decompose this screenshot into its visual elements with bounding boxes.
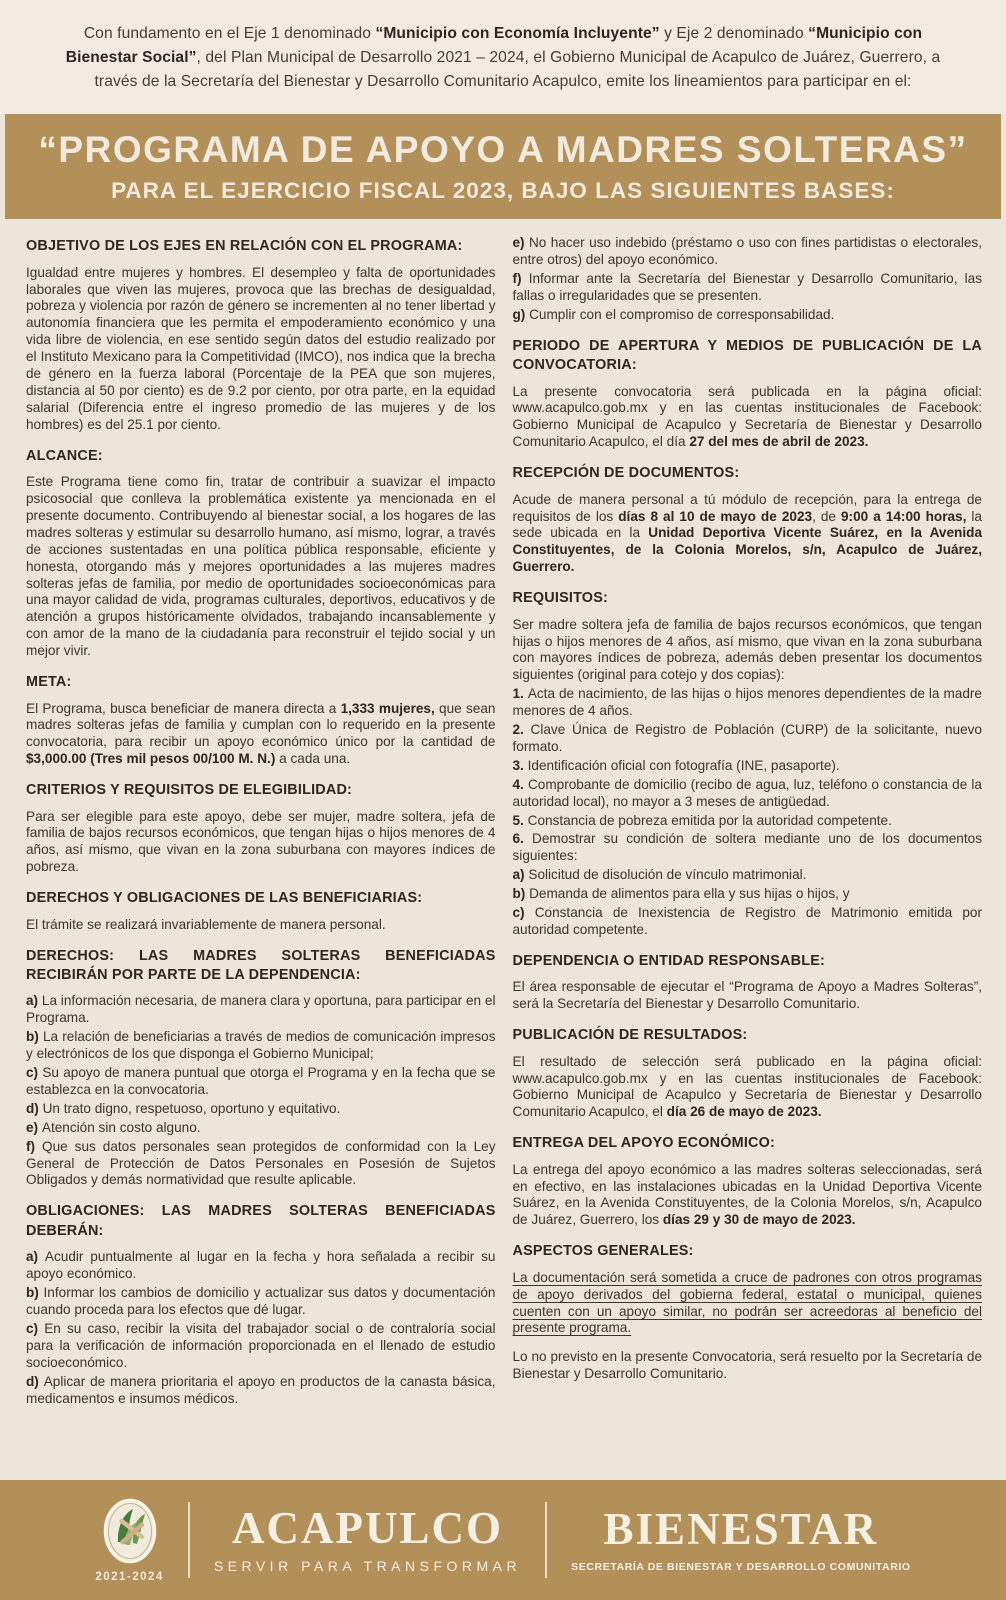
paragraph: El trámite se realizará invariablemente de manera personal. — [26, 916, 386, 932]
paragraph: d) Un trato digno, respetuoso, oportuno y equitativo. — [26, 1100, 341, 1116]
paragraph: Lo no previsto en la presente Convocatoria, será resuelto por la Secretaría de Bienestar y Desarrollo Comunitario. — [512, 1349, 982, 1382]
acapulco-tagline: SERVIR PARA TRANSFORMAR — [213, 1558, 522, 1574]
paragraph: b) La relación de beneficiarias a través de medios de comunicación impresos y electrónicos de los que disponga el Gobierno Municipal; — [26, 1029, 496, 1062]
section — [513, 1026, 983, 1121]
paragraph: b) Demanda de alimentos para ella y sus hijas o hijos, y — [512, 886, 850, 902]
paragraph: a) La información necesaria, de manera clara y oportuna, para participar en el Programa. — [26, 993, 496, 1026]
bienestar-title: BIENESTAR — [603, 1504, 879, 1554]
section — [26, 1202, 496, 1407]
section-heading: ENTREGA DEL APOYO ECONÓMICO: — [512, 1135, 776, 1152]
left-column — [26, 235, 496, 1470]
paragraph: 4. Comprobante de domicilio (recibo de agua, luz, teléfono o constancia de la autoridad local), no mayor a 3 meses de antigüedad. — [512, 776, 982, 809]
section — [513, 952, 983, 1013]
section-heading: DEPENDENCIA O ENTIDAD RESPONSABLE: — [512, 952, 825, 969]
paragraph: Ser madre soltera jefa de familia de bajos recursos económicos, que tengan hijas o hijos menores de 4 años, así mismo, que vivan en la zona suburbana con mayores índices de pobreza, además deben presentar los documentos siguientes (original para cotejo y dos copias): — [512, 616, 982, 683]
paragraph: 2. Clave Única de Registro de Población (CURP) de la solicitante, nuevo formato. — [512, 722, 982, 754]
section-heading: DERECHOS Y OBLIGACIONES DE LAS BENEFICIARIAS: — [26, 890, 423, 907]
footer-divider — [545, 1502, 547, 1578]
section-heading: ASPECTOS GENERALES: — [512, 1243, 694, 1260]
section-heading: PUBLICACIÓN DE RESULTADOS: — [512, 1027, 748, 1044]
paragraph: e) No hacer uso indebido (préstamo o uso con fines partidistas o electorales, entre otros) del apoyo económico. — [512, 235, 982, 268]
paragraph: d) Aplicar de manera prioritaria el apoyo en productos de la canasta básica, medicamentos e insumos médicos. — [26, 1373, 496, 1406]
paragraph: 3. Identificación oficial con fotografía (INE, pasaporte). — [512, 757, 840, 773]
acapulco-wordmark — [213, 1503, 522, 1574]
acapulco-title: ACAPULCO — [231, 1503, 503, 1553]
section — [26, 781, 496, 876]
section — [26, 447, 496, 660]
section-heading: DERECHOS: LAS MADRES SOLTERAS BENEFICIADAS RECIBIRÁN POR PARTE DE LA DEPENDENCIA: — [26, 947, 496, 983]
bienestar-subtitle: SECRETARÍA DE BIENESTAR Y DESARROLLO COMUNITARIO — [571, 1561, 911, 1573]
intro-text: Con fundamento en el Eje 1 denominado “Municipio con Economía Incluyente” y Eje 2 denominado “Municipio con Bienestar Social”, del Plan Municipal de Desarrollo 2021 – 2024, el Gobierno Municipal de Acapulco de Juárez, Guerrero, a través de la Secretaría del Bienestar y Desarrollo Comunitario Acapulco, emite los lineamientos para participar en el: — [0, 0, 1006, 114]
section-heading: OBLIGACIONES: LAS MADRES SOLTERAS BENEFICIADAS DEBERÁN: — [26, 1203, 496, 1239]
paragraph: g) Cumplir con el compromiso de corresponsabilidad. — [512, 306, 835, 322]
section — [26, 237, 496, 434]
body-columns — [0, 219, 1006, 1480]
section — [26, 673, 496, 768]
program-subtitle: PARA EL EJERCICIO FISCAL 2023, BAJO LAS SIGUIENTES BASES: — [111, 178, 895, 204]
section — [26, 947, 496, 1190]
section — [26, 889, 496, 933]
section-heading: REQUISITOS: — [512, 590, 608, 607]
section — [513, 337, 983, 452]
section-heading: PERIODO DE APERTURA Y MEDIOS DE PUBLICACIÓN DE LA CONVOCATORIA: — [512, 337, 982, 374]
section — [513, 235, 983, 324]
paragraph: 6. Demostrar su condición de soltera mediante uno de los documentos siguientes: — [512, 831, 982, 864]
right-column — [513, 235, 983, 1470]
section-heading: OBJETIVO DE LOS EJES EN RELACIÓN CON EL PROGRAMA: — [26, 238, 463, 255]
paragraph: c) En su caso, recibir la visita del trabajador social o de contraloría social para la verificación de información proporcionada en el llenado de estudio socioeconómico. — [26, 1320, 496, 1370]
paragraph: b) Informar los cambios de domicilio y actualizar sus datos y documentación cuando proceda para los efectos que dé lugar. — [26, 1285, 496, 1317]
paragraph: La documentación será sometida a cruce de padrones con otros programas de apoyo derivados del gobierna federal, estatal o municipal, quienes cuenten con un apoyo similar, no podrán ser acreedoras al beneficio del presente programa. — [512, 1269, 982, 1336]
paragraph: Para ser elegible para este apoyo, debe ser mujer, madre soltera, jefa de familia de bajos recursos económicos, que tengan hijas o hijos menores de 4 años, así mismo, que vivan en la zona suburbana con mayores índices de pobreza. — [26, 808, 496, 875]
paragraph: Este Programa tiene como fin, tratar de contribuir a suavizar el impacto psicosocial que conlleva la problemática existente ya mencionada en el presente documento. Contribuyendo al bienestar social, a los hogares de las madres solteras y estimular su desarrollo humano, así mismo, lograr, a través de acciones sustentadas en una política pública responsable, eficiente y honesta, otorgando más y mejores oportunidades a las mujeres madres solteras jefas de familia, por medio de oportunidades socioeconómicas para una mayor calidad de vida, programas culturales, deportivos, educativos y de atención a grupos históricamente olvidados, trabajando incansablemente y con amor de la mano de la ciudadanía para reconstruir el tejido social y un mejor vivir. — [26, 474, 496, 659]
section — [513, 1242, 983, 1383]
seal-years: 2021-2024 — [95, 1570, 164, 1583]
municipal-seal — [95, 1498, 164, 1583]
section — [513, 464, 983, 576]
title-banner — [5, 114, 1001, 219]
section — [513, 1134, 983, 1229]
footer-divider — [188, 1502, 190, 1578]
paragraph: La presente convocatoria será publicada en la página oficial: www.acapulco.gob.mx y en las cuentas institucionales de Facebook: Gobierno Municipal de Acapulco y Secretaría de Bienestar y Desarrollo Comunitario Acapulco, el día 27 del mes de abril de 2023. — [512, 383, 982, 450]
footer-band — [0, 1480, 1006, 1600]
paragraph: f) Que sus datos personales sean protegidos de conformidad con la Ley General de Protección de Datos Personales en Posesión de Sujetos Obligados y demás normatividad que resulte aplicable. — [26, 1138, 496, 1188]
section-heading: ALCANCE: — [26, 447, 103, 464]
paragraph: c) Constancia de Inexistencia de Registro de Matrimonio emitida por autoridad competente. — [512, 905, 982, 937]
section — [513, 589, 983, 939]
paragraph: a) Solicitud de disolución de vínculo matrimonial. — [512, 867, 807, 883]
paragraph: El resultado de selección será publicado en la página oficial: www.acapulco.gob.mx y en las cuentas institucionales de Facebook: Gobierno Municipal de Acapulco y Secretaría de Bienestar y Desarrollo Comunitario Acapulco, el día 26 de mayo de 2023. — [512, 1053, 982, 1120]
paragraph: Igualdad entre mujeres y hombres. El desempleo y falta de oportunidades laborales que viven las mujeres, provoca que las brechas de desigualdad, pobreza y violencia por razón de género se incrementen al no tener libertad y autonomía financiera que les permita el empoderamiento económico y una vida libre de violencia, en ese sentido según datos del estudio realizado por el Instituto Mexicano para la Competitividad (IMCO), nos indica que la brecha de género en la fuerza laboral (Porcentaje de la PEA que son mujeres, distancia al 50 por ciento) es de 9.2 por ciento, por otra parte, en la equidad salarial (Diferencia entre el ingreso promedio de las mujeres y de los hombres) es del 25.1 por ciento. — [26, 264, 496, 432]
paragraph: 1. Acta de nacimiento, de las hijas o hijos menores dependientes de la madre menores de 4 años. — [512, 686, 982, 719]
section-heading: CRITERIOS Y REQUISITOS DE ELEGIBILIDAD: — [26, 782, 353, 799]
program-title: “PROGRAMA DE APOYO A MADRES SOLTERAS” — [38, 129, 968, 171]
paragraph: El Programa, busca beneficiar de manera directa a 1,333 mujeres, que sean madres solteras jefas de familia y cumplan con lo requerido en la presente convocatoria, para recibir un apoyo económico único por la cantidad de $3,000.00 (Tres mil pesos 00/100 M. N.) a cada una. — [26, 700, 496, 767]
paragraph: Acude de manera personal a tú módulo de recepción, para la entrega de requisitos de los días 8 al 10 de mayo de 2023, de 9:00 a 14:00 horas, la sede ubicada en la Unidad Deportiva Vicente Suárez, en la Avenida Constituyentes, de la Colonia Morelos, s/n, Acapulco de Juárez, Guerrero. — [512, 491, 983, 575]
paragraph: e) Atención sin costo alguno. — [26, 1119, 201, 1135]
paragraph: f) Informar ante la Secretaría del Bienestar y Desarrollo Comunitario, las fallas o irregularidades que se presenten. — [512, 270, 982, 303]
bienestar-wordmark — [571, 1504, 911, 1573]
seal-emblem-icon — [103, 1498, 157, 1566]
paragraph: El área responsable de ejecutar el “Programa de Apoyo a Madres Solteras”, será la Secretaría del Bienestar y Desarrollo Comunitario. — [512, 979, 982, 1012]
section-heading: META: — [26, 674, 72, 691]
paragraph: c) Su apoyo de manera puntual que otorga el Programa y en la fecha que se establezca en la convocatoria. — [26, 1065, 496, 1097]
paragraph: 5. Constancia de pobreza emitida por la autoridad competente. — [512, 812, 892, 828]
section-heading: RECEPCIÓN DE DOCUMENTOS: — [512, 465, 740, 482]
paragraph: La entrega del apoyo económico a las madres solteras seleccionadas, será en efectivo, en las instalaciones ubicadas en la Unidad Deportiva Vicente Suárez, en la Avenida Constituyentes, de la Colonia Morelos, s/n, Acapulco de Juárez, Guerrero, los días 29 y 30 de mayo de 2023. — [512, 1161, 982, 1228]
paragraph: a) Acudir puntualmente al lugar en la fecha y hora señalada a recibir su apoyo económico. — [26, 1249, 496, 1282]
